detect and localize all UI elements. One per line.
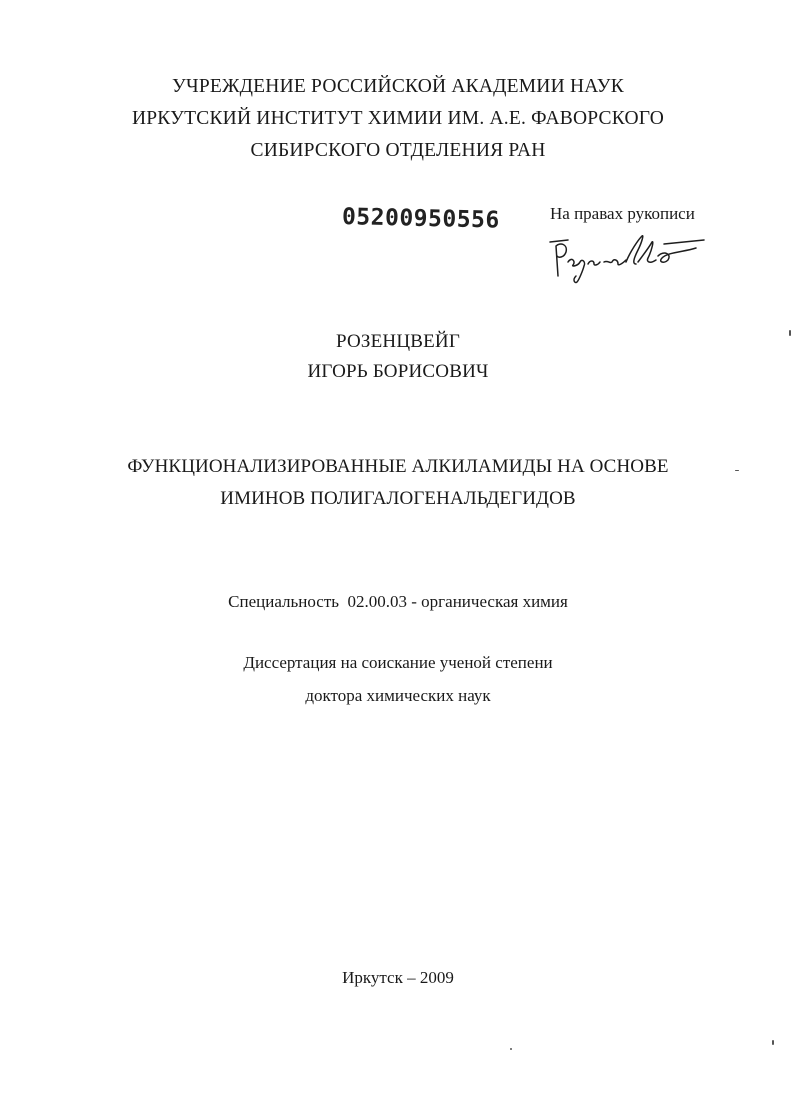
- author-surname: РОЗЕНЦВЕЙГ: [335, 331, 461, 352]
- manuscript-rights-note: На правах рукописи: [550, 204, 695, 223]
- city-year: Иркутск – 2009: [342, 968, 454, 987]
- degree-line-2: доктора химических наук: [305, 686, 491, 705]
- dissertation-title-line-2: ИМИНОВ ПОЛИГАЛОГЕНАЛЬДЕГИДОВ: [220, 488, 576, 509]
- specialty-line: Специальность 02.00.03 - органическая химия: [228, 592, 568, 611]
- degree-line-1: Диссертация на соискание ученой степени: [243, 653, 553, 672]
- author-name: ИГОРЬ БОРИСОВИЧ: [307, 361, 489, 382]
- signature-text: Розенцвейг: [546, 232, 551, 233]
- scan-speck: [789, 330, 791, 336]
- scan-speck: [772, 1040, 774, 1045]
- archive-number-stamp: 05200950556: [341, 204, 501, 234]
- handwritten-signature: [546, 232, 706, 287]
- institution-line-1: УЧРЕЖДЕНИЕ РОССИЙСКОЙ АКАДЕМИИ НАУК: [171, 76, 625, 97]
- scan-speck: [510, 1048, 512, 1050]
- dissertation-title-line-1: ФУНКЦИОНАЛИЗИРОВАННЫЕ АЛКИЛАМИДЫ НА ОСНОВЕ: [127, 456, 669, 477]
- institution-line-2: ИРКУТСКИЙ ИНСТИТУТ ХИМИИ ИМ. А.Е. ФАВОРСКОГО: [131, 108, 665, 129]
- scan-speck: [735, 470, 739, 471]
- institution-line-3: СИБИРСКОГО ОТДЕЛЕНИЯ РАН: [250, 140, 546, 161]
